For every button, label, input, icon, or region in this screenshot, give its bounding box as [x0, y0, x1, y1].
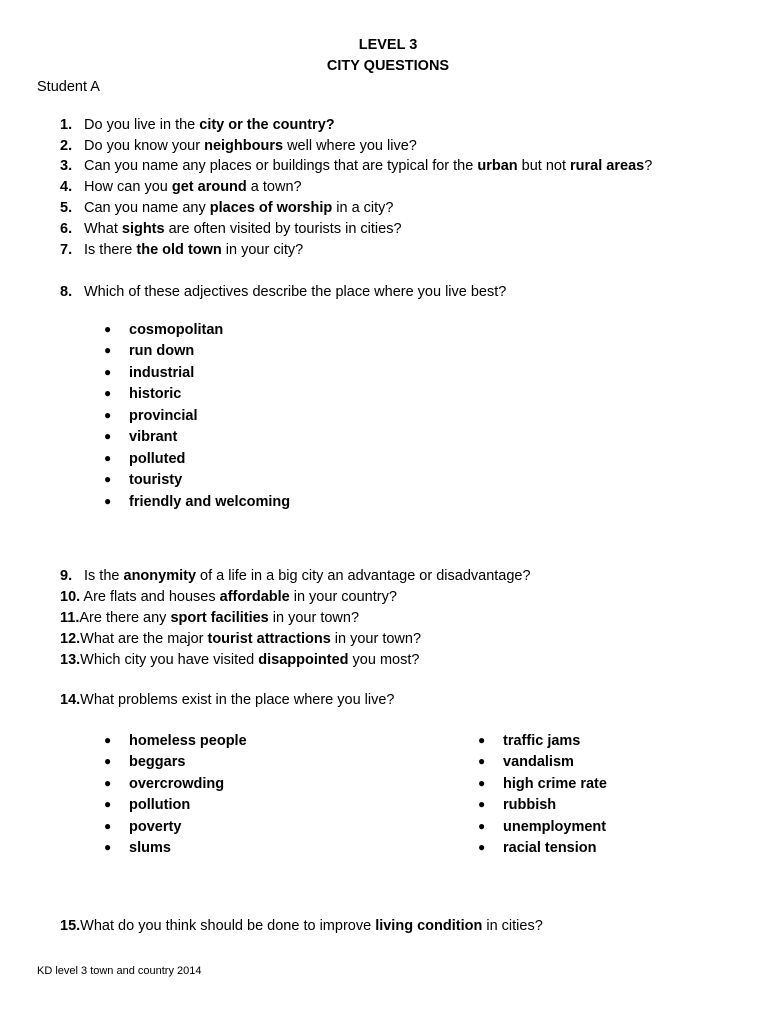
bullet-icon: ● — [104, 797, 112, 811]
question-number: 5. — [60, 200, 73, 216]
list-item — [478, 819, 606, 835]
list-item — [104, 386, 181, 402]
problem-label: overcrowding — [129, 776, 225, 792]
question-1 — [60, 117, 335, 133]
question-text: Do you live in the — [84, 117, 200, 133]
problem-label: racial tension — [503, 840, 597, 856]
problem-label: poverty — [129, 819, 182, 835]
list-item — [104, 797, 190, 813]
question-text: in your city? — [221, 242, 304, 258]
key-phrase: city or the country? — [199, 117, 335, 133]
bullet-icon: ● — [478, 797, 486, 811]
question-text: Are flats and houses — [80, 589, 220, 605]
page-footer: KD level 3 town and country 2014 — [37, 965, 202, 977]
question-number: 11. — [60, 610, 80, 626]
question-11 — [60, 610, 359, 626]
question-text: ? — [644, 158, 653, 174]
question-7 — [60, 242, 303, 258]
problem-label: homeless people — [129, 733, 247, 749]
adjective-label: historic — [129, 386, 182, 402]
bullet-icon: ● — [104, 386, 112, 400]
question-5 — [60, 200, 393, 216]
question-text: Can you name any — [84, 200, 210, 216]
problem-label: unemployment — [503, 819, 607, 835]
adjective-label: cosmopolitan — [129, 322, 224, 338]
question-4 — [60, 179, 302, 195]
list-item — [478, 733, 580, 749]
adjective-label: touristy — [129, 472, 183, 488]
question-text: in cities? — [482, 918, 543, 934]
question-12 — [60, 631, 421, 647]
question-text: What are the major — [80, 631, 208, 647]
bullet-icon: ● — [478, 733, 486, 747]
question-9 — [60, 568, 531, 584]
question-number: 6. — [60, 221, 73, 237]
bullet-icon: ● — [104, 819, 112, 833]
adjective-label: industrial — [129, 365, 195, 381]
list-item — [104, 776, 224, 792]
list-item — [104, 451, 185, 467]
key-phrase: get around — [171, 179, 247, 195]
question-text: Which of these adjectives describe the place where you live best? — [84, 284, 507, 300]
bullet-icon: ● — [478, 776, 486, 790]
key-phrase: sport facilities — [170, 610, 269, 626]
question-text: What do you think should be done to improve — [80, 918, 376, 934]
question-number: 15. — [60, 918, 81, 934]
question-number: 14. — [60, 692, 81, 708]
question-15 — [60, 918, 543, 934]
question-6 — [60, 221, 402, 237]
bullet-icon: ● — [104, 472, 112, 486]
question-text: a town? — [246, 179, 302, 195]
question-number: 8. — [60, 284, 73, 300]
question-text: in your country? — [289, 589, 397, 605]
level-heading: LEVEL 3 — [358, 37, 418, 53]
question-number: 7. — [60, 242, 73, 258]
list-item — [104, 733, 247, 749]
question-2 — [60, 138, 417, 154]
adjective-label: run down — [129, 343, 195, 359]
bullet-icon: ● — [104, 322, 112, 336]
bullet-icon: ● — [478, 754, 486, 768]
adjective-label: polluted — [129, 451, 186, 467]
list-item — [478, 840, 596, 856]
list-item — [104, 429, 177, 445]
problem-label: vandalism — [503, 754, 574, 770]
list-item — [478, 776, 607, 792]
list-item — [104, 322, 223, 338]
list-item — [104, 494, 290, 510]
list-item — [104, 754, 185, 770]
question-text: How can you — [84, 179, 172, 195]
list-item — [104, 365, 194, 381]
question-text: Do you know your — [84, 138, 205, 154]
problem-label: high crime rate — [503, 776, 607, 792]
question-number: 9. — [60, 568, 73, 584]
problem-label: traffic jams — [503, 733, 581, 749]
student-label: Student A — [37, 79, 100, 95]
question-text: What — [84, 221, 122, 237]
question-number: 1. — [60, 117, 73, 133]
bullet-icon: ● — [104, 429, 112, 443]
adjective-label: provincial — [129, 408, 198, 424]
question-text: What problems exist in the place where you live? — [80, 692, 395, 708]
question-number: 4. — [60, 179, 73, 195]
question-text: are often visited by tourists in cities? — [164, 221, 402, 237]
question-3 — [60, 158, 652, 174]
list-item — [104, 472, 182, 488]
key-phrase: the old town — [136, 242, 222, 258]
adjective-label: vibrant — [129, 429, 178, 445]
question-8 — [60, 284, 506, 300]
question-text: you most? — [348, 652, 420, 668]
question-number: 3. — [60, 158, 73, 174]
question-text: in your town? — [268, 610, 360, 626]
key-phrase: disappointed — [258, 652, 349, 668]
bullet-icon: ● — [104, 754, 112, 768]
bullet-icon: ● — [104, 840, 112, 854]
bullet-icon: ● — [104, 343, 112, 357]
question-text: Is the — [84, 568, 124, 584]
bullet-icon: ● — [104, 733, 112, 747]
bullet-icon: ● — [104, 494, 112, 508]
bullet-icon: ● — [478, 840, 486, 854]
question-number: 12. — [60, 631, 81, 647]
key-phrase: anonymity — [123, 568, 197, 584]
list-item — [478, 797, 556, 813]
key-phrase: tourist attractions — [207, 631, 331, 647]
list-item — [104, 819, 181, 835]
key-phrase: rural areas — [570, 158, 645, 174]
key-phrase: living condition — [375, 918, 483, 934]
problem-label: beggars — [129, 754, 186, 770]
key-phrase: affordable — [219, 589, 290, 605]
question-text: Which city you have visited — [80, 652, 259, 668]
problem-label: slums — [129, 840, 171, 856]
question-text: of a life in a big city an advantage or disadvantage? — [196, 568, 531, 584]
bullet-icon: ● — [104, 451, 112, 465]
question-text: Is there — [84, 242, 137, 258]
key-phrase: urban — [477, 158, 518, 174]
list-item — [104, 408, 198, 424]
key-phrase: sights — [121, 221, 165, 237]
bullet-icon: ● — [104, 776, 112, 790]
question-text: Are there any — [79, 610, 171, 626]
question-text: well where you live? — [283, 138, 417, 154]
question-10 — [60, 589, 397, 605]
bullet-icon: ● — [104, 408, 112, 422]
question-text: in your town? — [330, 631, 422, 647]
question-text: in a city? — [332, 200, 394, 216]
problem-label: pollution — [129, 797, 191, 813]
problem-label: rubbish — [503, 797, 557, 813]
question-number: 2. — [60, 138, 73, 154]
question-text: but not — [517, 158, 571, 174]
key-phrase: neighbours — [204, 138, 284, 154]
question-13 — [60, 652, 419, 668]
question-number: 10. — [60, 589, 81, 605]
bullet-icon: ● — [104, 365, 112, 379]
question-text: Can you name any places or buildings that are typical for the — [84, 158, 478, 174]
list-item — [104, 343, 194, 359]
bullet-icon: ● — [478, 819, 486, 833]
list-item — [104, 840, 171, 856]
page-title: CITY QUESTIONS — [326, 58, 450, 74]
adjective-label: friendly and welcoming — [129, 494, 291, 510]
question-number: 13. — [60, 652, 81, 668]
key-phrase: places of worship — [209, 200, 333, 216]
list-item — [478, 754, 574, 770]
question-14 — [60, 692, 395, 708]
